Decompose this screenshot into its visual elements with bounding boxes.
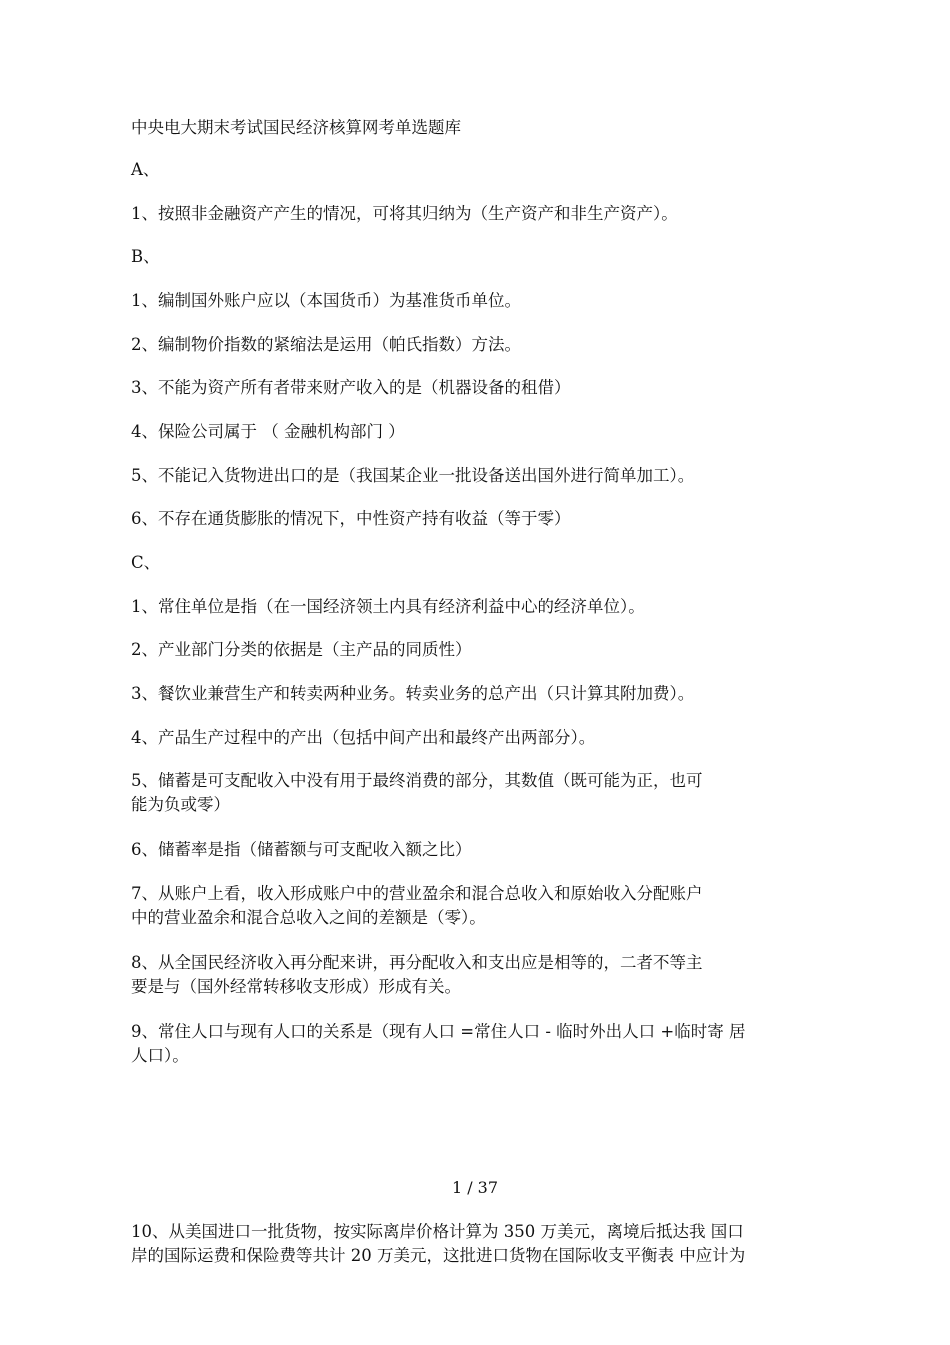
question-b6: 6、不存在通货膨胀的情况下，中性资产持有收益（等于零）	[131, 509, 571, 528]
question-c1: 1、常住单位是指（在一国经济领土内具有经济利益中心的经济单位）。	[131, 597, 645, 616]
section-heading-b: B、	[131, 247, 160, 266]
document-title: 中央电大期末考试国民经济核算网考单选题库	[131, 118, 461, 137]
question-c5-line2: 能为负或零）	[131, 795, 230, 814]
question-c6: 6、储蓄率是指（储蓄额与可支配收入额之比）	[131, 840, 472, 859]
question-b3: 3、不能为资产所有者带来财产收入的是（机器设备的租借）	[131, 378, 571, 397]
question-c9-line1: 9、常住人口与现有人口的关系是（现有人口 =常住人口 - 临时外出人口 +临时寄 居	[131, 1022, 746, 1041]
question-c4: 4、产品生产过程中的产出（包括中间产出和最终产出两部分）。	[131, 728, 596, 747]
question-c7-line1: 7、从账户上看，收入形成账户中的营业盈余和混合总收入和原始收入分配账户	[131, 884, 703, 903]
question-b5: 5、不能记入货物进出口的是（我国某企业一批设备送出国外进行简单加工）。	[131, 466, 695, 485]
question-b1: 1、编制国外账户应以（本国货币）为基准货币单位。	[131, 291, 521, 310]
page-number: 1 / 37	[451, 1178, 499, 1197]
question-c7-line2: 中的营业盈余和混合总收入之间的差额是（零）。	[131, 908, 486, 927]
question-c5-line1: 5、储蓄是可支配收入中没有用于最终消费的部分，其数值（既可能为正，也可	[131, 771, 703, 790]
question-c10-line1: 10、从美国进口一批货物，按实际离岸价格计算为 350 万美元，离境后抵达我 国口	[131, 1222, 744, 1241]
section-heading-c: C、	[131, 553, 161, 572]
question-c8-line1: 8、从全国民经济收入再分配来讲，再分配收入和支出应是相等的，二者不等主	[131, 953, 703, 972]
question-b4: 4、保险公司属于 （ 金融机构部门 ）	[131, 422, 405, 441]
question-c8-line2: 要是与（国外经常转移收支形成）形成有关。	[131, 977, 461, 996]
question-c9-line2: 人口）。	[131, 1046, 189, 1065]
question-c2: 2、产业部门分类的依据是（主产品的同质性）	[131, 640, 472, 659]
question-c3: 3、餐饮业兼营生产和转卖两种业务。转卖业务的总产出（只计算其附加费）。	[131, 684, 695, 703]
question-b2: 2、编制物价指数的紧缩法是运用（帕氏指数）方法。	[131, 335, 521, 354]
question-c10-line2: 岸的国际运费和保险费等共计 20 万美元，这批进口货物在国际收支平衡表 中应计为	[131, 1246, 746, 1265]
section-heading-a: A、	[131, 160, 160, 179]
question-a1: 1、按照非金融资产产生的情况，可将其归纳为（生产资产和非生产资产）。	[131, 204, 678, 223]
